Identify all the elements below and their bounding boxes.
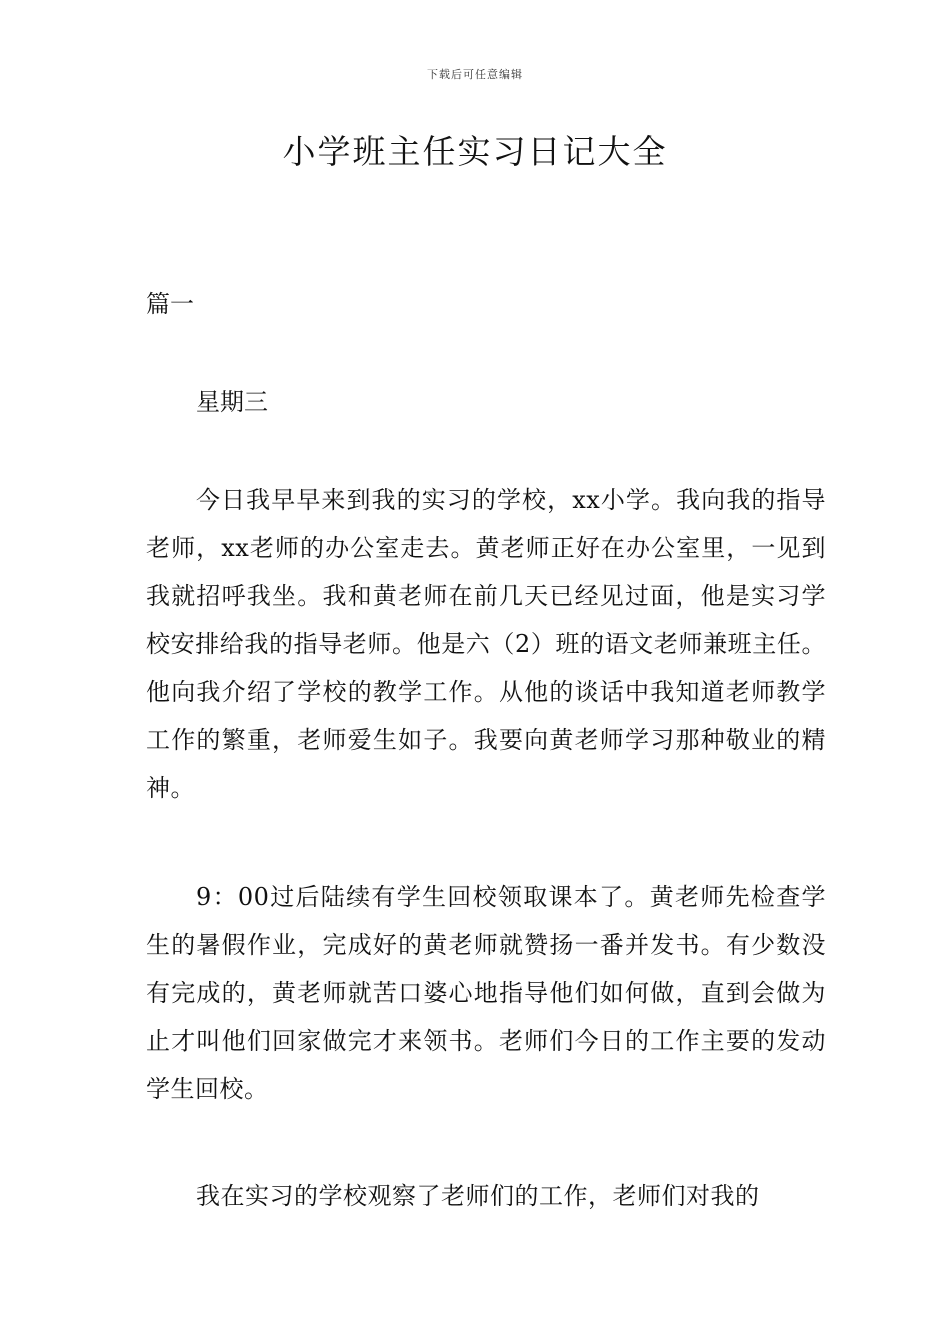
paragraph-2: 9：00过后陆续有学生回校领取课本了。黄老师先检查学生的暑假作业，完成好的黄老师就赞扬一番并发书。有少数没有完成的，黄老师就苦口婆心地指导他们如何做，直到会做为止才叫他们回家做完才来领书。老师们今日的工作主要的发动学生回校。 (146, 883, 826, 1103)
weekday-heading: 星期三 (196, 388, 268, 416)
paragraph-3: 我在实习的学校观察了老师们的工作，老师们对我的 (196, 1182, 760, 1210)
section-label: 篇一 (146, 290, 194, 318)
page-header-note: 下载后可任意编辑 (427, 68, 523, 81)
paragraph-1: 今日我早早来到我的实习的学校，xx小学。我向我的指导老师，xx老师的办公室走去。黄老师正好在办公室里，一见到我就招呼我坐。我和黄老师在前几天已经见过面，他是实习学校安排给我的指导老师。他是六（2）班的语文老师兼班主任。他向我介绍了学校的教学工作。从他的谈话中我知道老师教学工作的繁重，老师爱生如子。我要向黄老师学习那种敬业的精神。 (146, 486, 826, 802)
document-title: 小学班主任实习日记大全 (282, 132, 668, 171)
